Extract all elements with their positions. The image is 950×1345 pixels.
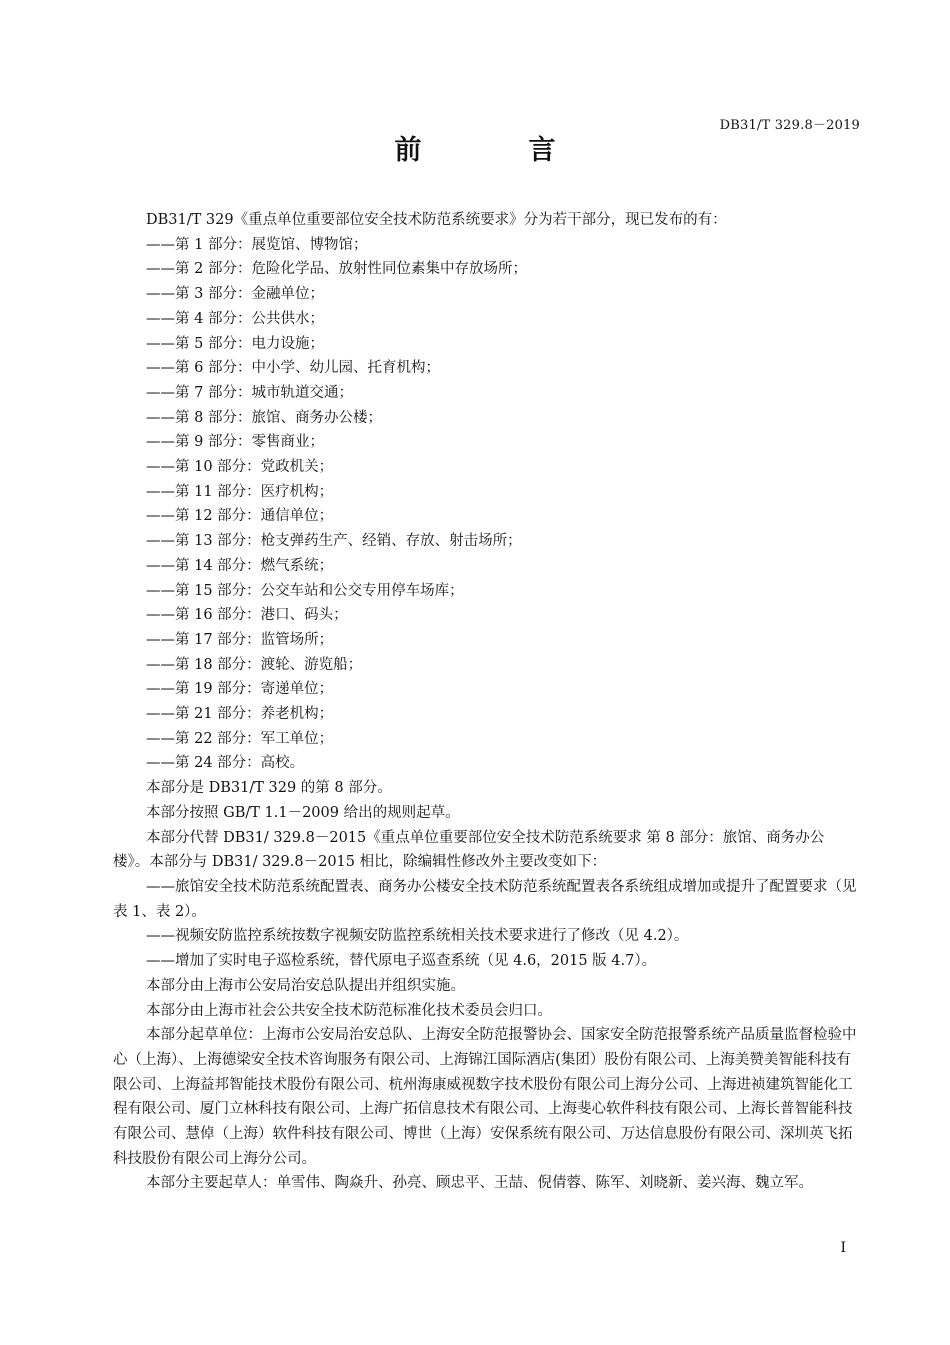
list-item: ——第 5 部分：电力设施； [146,335,324,352]
page-title: 前 言 [394,135,596,166]
change-item: ——增加了实时电子巡检系统，替代原电子巡查系统（见 4.6，2015 版 4.7）。 [146,953,657,970]
parts-list [113,233,858,776]
list-item: ——第 13 部分：枪支弹药生产、经销、存放、射击场所； [146,533,522,550]
list-item: ——第 12 部分：通信单位； [146,508,334,525]
drafting-units-paragraph: 本部分起草单位：上海市公安局治安总队、上海安全防范报警协会、国家安全防范报警系统产品质量监督检验中心（上海）、上海德梁安全技术咨询服务有限公司、上海锦江国际酒店(集团）股份有限公司、上海美赞美智能科技有限公司、上海益邦智能技术股份有限公司、杭州海康威视数字技术股份有限公司上海分公司、上海进祯建筑智能化工程有限公司、厦门立林科技有限公司、上海广拓信息技术有限公司、上海斐心软件科技有限公司、上海长普智能科技有限公司、慧倬（上海）软件科技有限公司、博世（上海）安保系统有限公司、万达信息股份有限公司、深圳英飞拓科技股份有限公司上海分公司。 [113,1027,857,1167]
list-item: ——第 15 部分：公交车站和公交专用停车场库； [146,582,464,599]
list-item: ——第 3 部分：金融单位； [146,286,324,303]
foreword-body [113,208,858,1196]
list-item: ——第 19 部分：寄递单位； [146,681,334,698]
list-item: ——第 2 部分：危险化学品、放射性同位素集中存放场所； [146,261,527,278]
list-item: ——第 9 部分：零售商业； [146,434,324,451]
drafters-paragraph: 本部分主要起草人：单雪伟、陶焱升、孙亮、顾忠平、王喆、倪倩蓉、陈军、刘晓新、姜兴海、魏立军。 [146,1175,813,1192]
centralized-by-paragraph: 本部分由上海市社会公共安全技术防范标准化技术委员会归口。 [146,1002,552,1019]
list-item: ——第 1 部分：展览馆、博物馆； [146,236,368,253]
proposed-by-paragraph: 本部分由上海市公安局治安总队提出并组织实施。 [146,977,465,994]
list-item: ——第 17 部分：监管场所； [146,631,334,648]
page-number: I [840,1240,846,1256]
list-item: ——第 8 部分：旅馆、商务办公楼； [146,409,382,426]
list-item: ——第 21 部分：养老机构； [146,706,334,723]
list-item: ——第 14 部分：燃气系统； [146,557,334,574]
list-item: ——第 18 部分：渡轮、游览船； [146,656,363,673]
list-item: ——第 11 部分：医疗机构； [146,483,334,500]
drafting-rules-paragraph: 本部分按照 GB/T 1.1－2009 给出的规则起草。 [146,804,460,821]
list-item: ——第 22 部分：军工单位； [146,730,334,747]
replaces-paragraph: 本部分代替 DB31/ 329.8－2015《重点单位重要部位安全技术防范系统要求 第 8 部分：旅馆、商务办公楼》。本部分与 DB31/ 329.8－2015 相比，除编辑性修改外主要改变如下： [113,829,825,871]
document-code: DB31/T 329.8－2019 [719,118,860,133]
list-item: ——第 7 部分：城市轨道交通； [146,384,353,401]
list-item: ——第 24 部分：高校。 [146,755,305,772]
change-item: ——视频安防监控系统按数字视频安防监控系统相关技术要求进行了修改（见 4.2）。 [146,928,689,945]
list-item: ——第 6 部分：中小学、幼儿园、托育机构； [146,360,440,377]
part-of-paragraph: 本部分是 DB31/T 329 的第 8 部分。 [146,780,392,797]
list-item: ——第 4 部分：公共供水； [146,310,324,327]
intro-paragraph: DB31/T 329《重点单位重要部位安全技术防范系统要求》分为若干部分，现已发布的有： [146,212,727,228]
list-item: ——第 10 部分：党政机关； [146,459,334,476]
change-item: ——旅馆安全技术防范系统配置表、商务办公楼安全技术防范系统配置表各系统组成增加或提升了配置要求（见表 1、表 2）。 [113,878,857,920]
list-item: ——第 16 部分：港口、码头； [146,607,348,624]
